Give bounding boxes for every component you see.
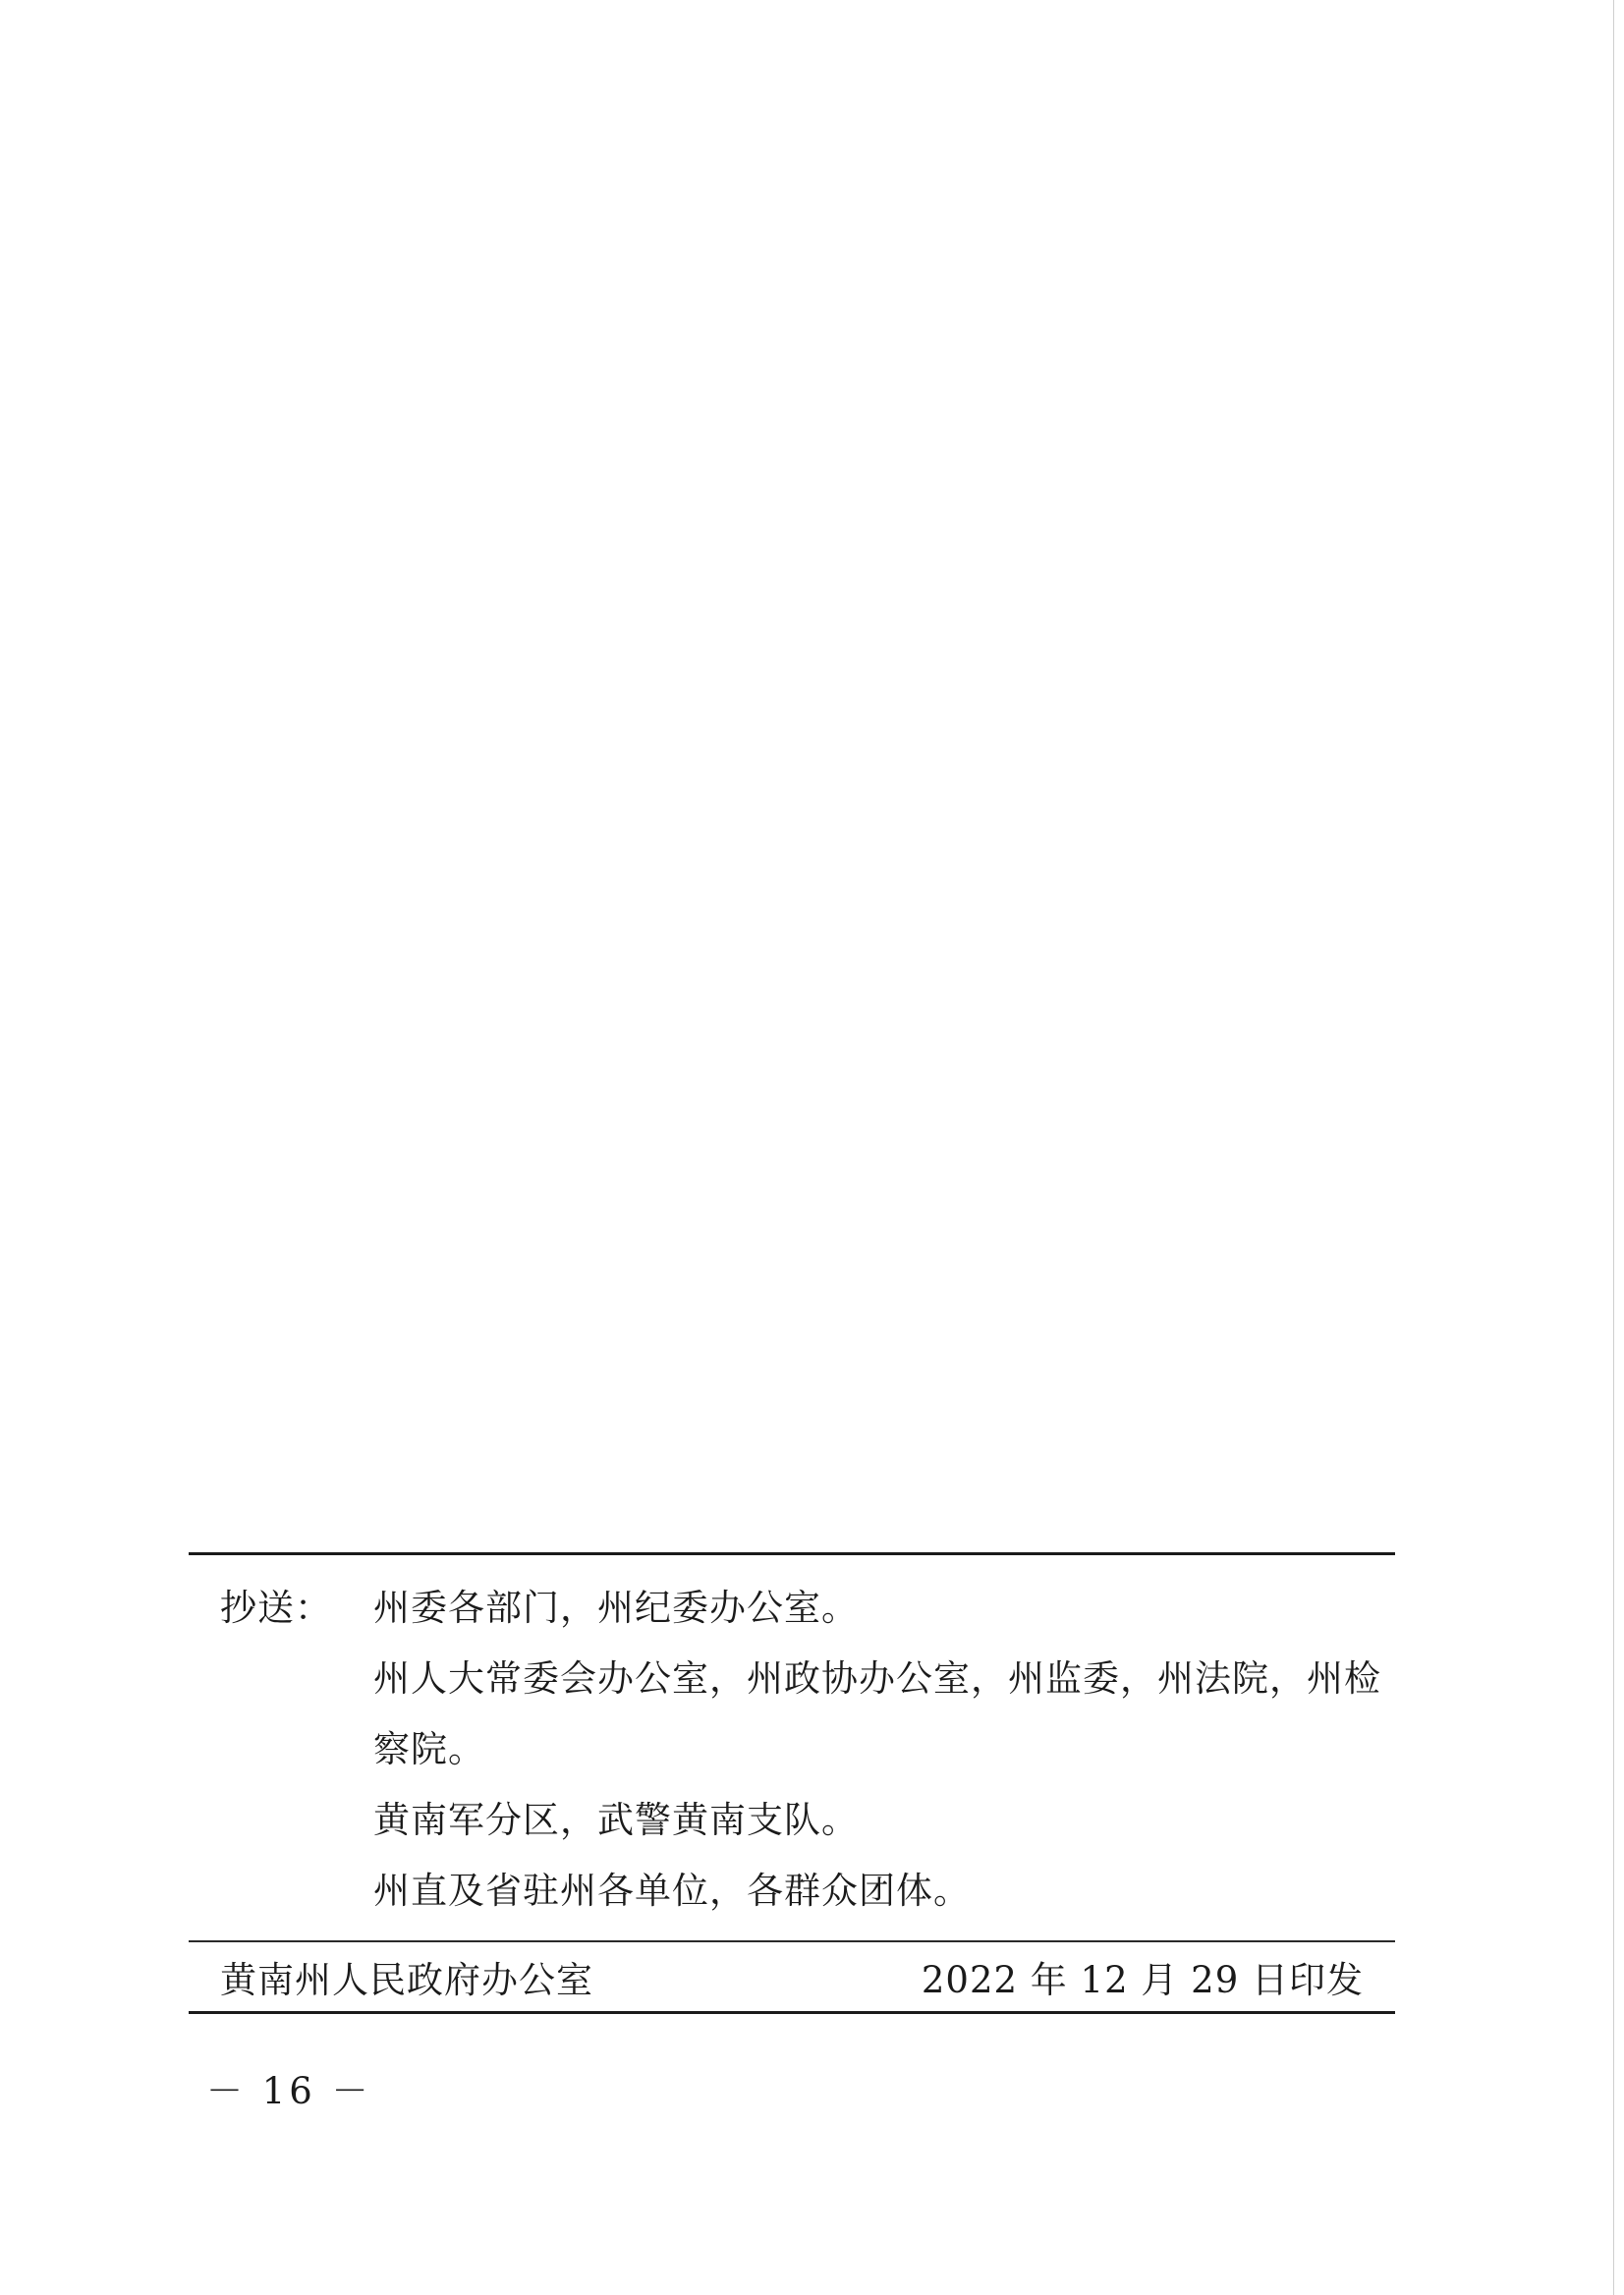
cc-line-1 bbox=[189, 1573, 1395, 1644]
page-edge bbox=[1613, 0, 1614, 2295]
cc-recipients-3: 察院。 bbox=[373, 1728, 485, 1770]
issuing-office: 黄南州人民政府办公室 bbox=[220, 1959, 593, 2001]
cc-line-2 bbox=[189, 1644, 1395, 1714]
cc-line-3 bbox=[189, 1714, 1395, 1785]
issuer-row bbox=[189, 1942, 1395, 2011]
cc-recipients-4: 黄南军分区，武警黄南支队。 bbox=[373, 1799, 859, 1841]
cc-line-4 bbox=[189, 1785, 1395, 1856]
cc-line-5 bbox=[189, 1856, 1395, 1927]
cc-label: 抄送： bbox=[220, 1587, 332, 1629]
cc-recipients-5: 州直及省驻州各单位，各群众团体。 bbox=[373, 1870, 971, 1912]
cc-recipients-2: 州人大常委会办公室，州政协办公室，州监委，州法院，州检 bbox=[373, 1657, 1381, 1700]
bottom-rule bbox=[189, 2011, 1395, 2014]
cc-body bbox=[189, 1555, 1395, 1940]
issue-date: 2022 年 12 月 29 日印发 bbox=[921, 1959, 1364, 2001]
cc-block bbox=[189, 1552, 1395, 2014]
page-number: － 16 － bbox=[206, 2070, 372, 2112]
cc-recipients-1: 州委各部门，州纪委办公室。 bbox=[373, 1587, 859, 1629]
